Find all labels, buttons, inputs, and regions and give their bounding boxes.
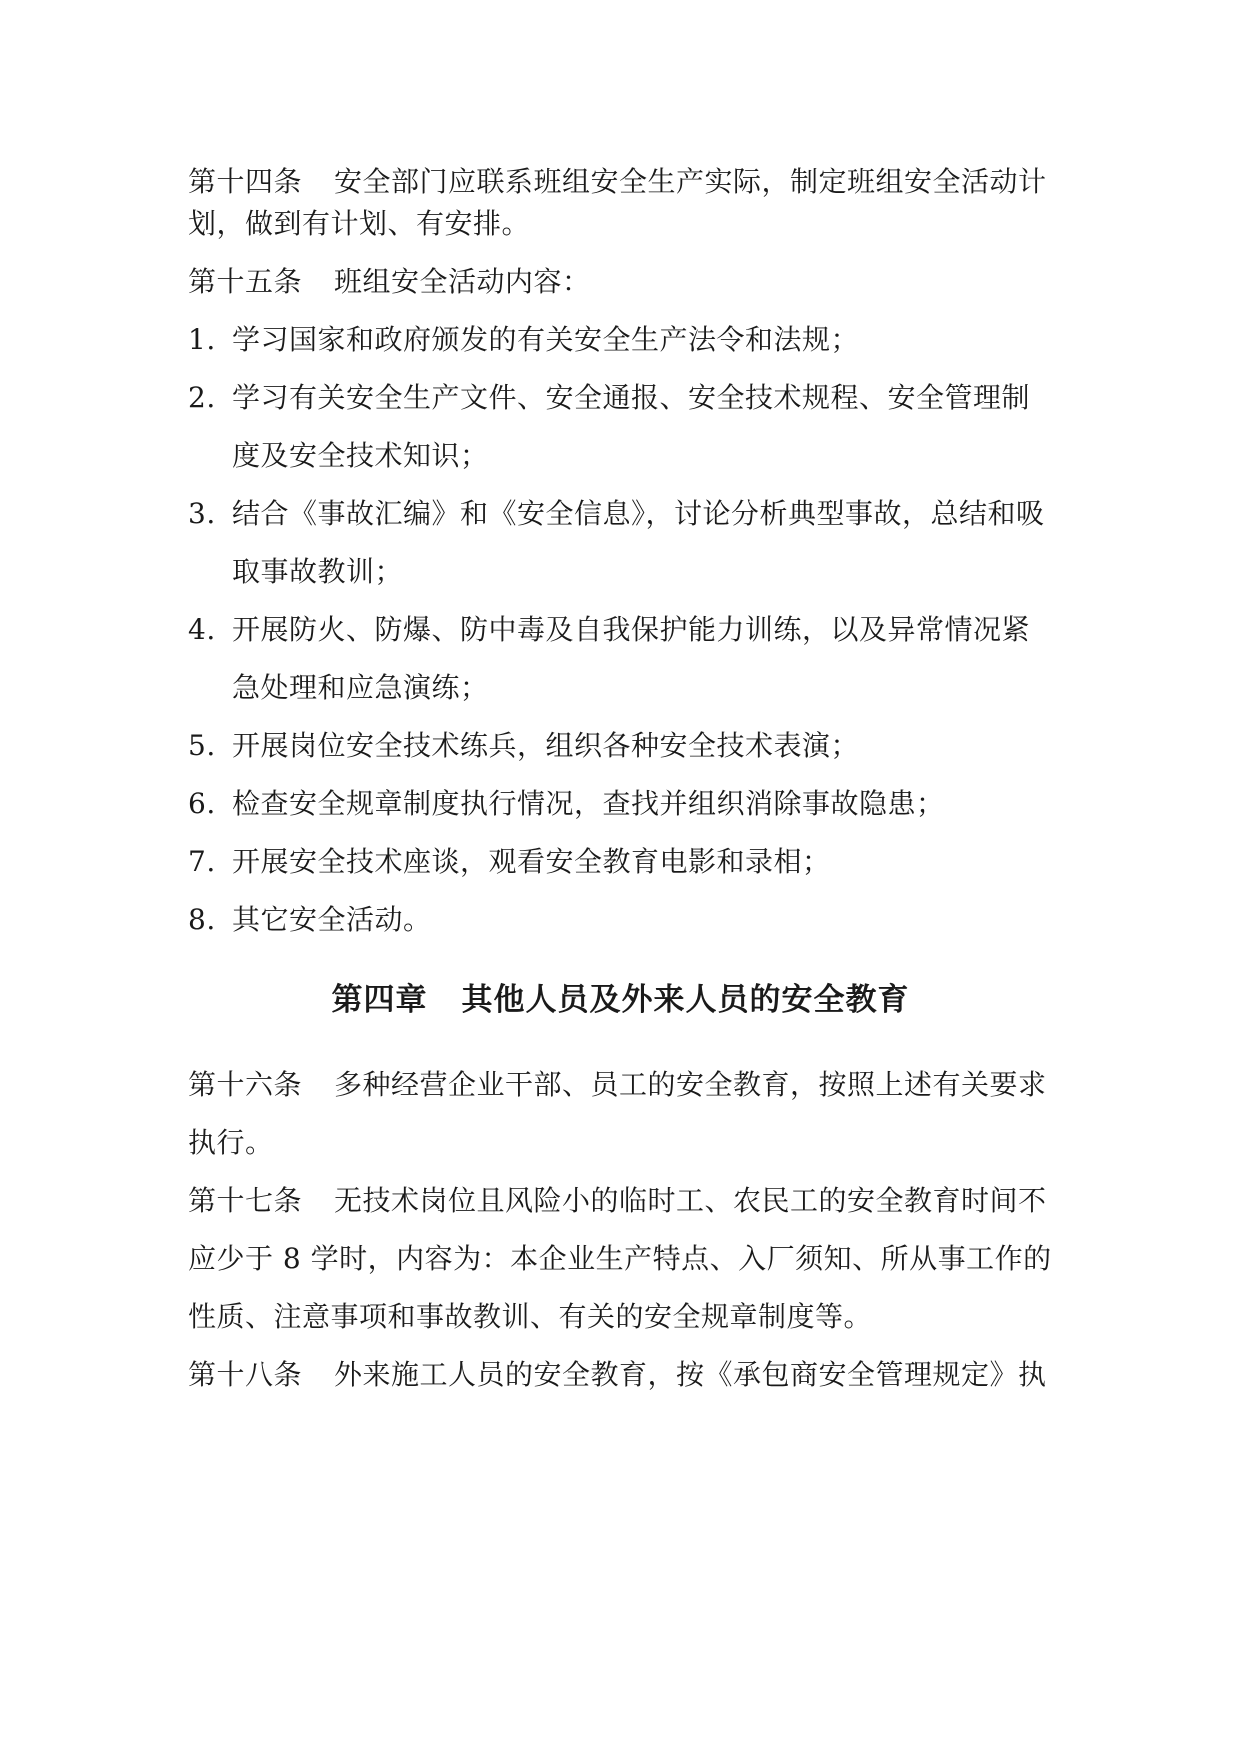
article-18-number: 第十八条 [188,1358,303,1391]
list-text: 学习国家和政府颁发的有关安全生产法令和法规； [232,323,860,356]
list-text: 开展防火、防爆、防中毒及自我保护能力训练，以及异常情况紧 [232,613,1031,646]
list-item [188,610,1068,650]
list-item [188,494,1068,534]
article-16-line-2: 执行。 [188,1126,274,1159]
article-14-number: 第十四条 [188,165,303,198]
list-item [188,320,1068,360]
list-number: 8. [188,903,216,936]
list-text: 开展安全技术座谈，观看安全教育电影和录相； [232,845,831,878]
list-number: 2. [188,381,216,414]
article-15-number: 第十五条 [188,265,303,298]
list-number: 5. [188,729,216,762]
article-17-text: 无技术岗位且风险小的临时工、农民工的安全教育时间不 [334,1184,1047,1217]
list-number: 4. [188,613,216,646]
list-number: 7. [188,845,216,878]
article-16-line-1 [188,1065,1068,1105]
list-item [188,900,1068,940]
chapter-title: 其他人员及外来人员的安全教育 [461,982,910,1018]
list-text-continued: 急处理和应急演练； [232,671,489,704]
article-16-number: 第十六条 [188,1068,303,1101]
list-text-continued: 度及安全技术知识； [232,439,489,472]
article-15-text: 班组安全活动内容： [334,265,591,298]
list-text: 检查安全规章制度执行情况，查找并组织消除事故隐患； [232,787,945,820]
article-15-line [188,262,1068,302]
article-14-line-1 [188,162,1068,202]
article-17-number: 第十七条 [188,1184,303,1217]
chapter-heading [0,978,1241,1022]
list-item [188,378,1068,418]
list-item [188,726,1068,766]
article-14-text: 安全部门应联系班组安全生产实际，制定班组安全活动计 [334,165,1047,198]
article-18-text: 外来施工人员的安全教育，按《承包商安全管理规定》执 [334,1358,1047,1391]
list-text: 学习有关安全生产文件、安全通报、安全技术规程、安全管理制 [232,381,1031,414]
list-number: 1. [188,323,216,356]
article-17-line-3: 性质、注意事项和事故教训、有关的安全规章制度等。 [188,1300,873,1333]
article-17-line-2: 应少于 8 学时，内容为：本企业生产特点、入厂须知、所从事工作的 [188,1242,1052,1275]
article-16-text: 多种经营企业干部、员工的安全教育，按照上述有关要求 [334,1068,1047,1101]
list-text-continued: 取事故教训； [232,555,404,588]
list-number: 3. [188,497,216,530]
list-text: 开展岗位安全技术练兵，组织各种安全技术表演； [232,729,860,762]
article-14-line-2: 划，做到有计划、有安排。 [188,207,531,240]
list-number: 6. [188,787,216,820]
list-item [188,784,1068,824]
chapter-number: 第四章 [331,982,428,1018]
list-item [188,842,1068,882]
list-text: 其它安全活动。 [232,903,432,936]
article-17-line-1 [188,1181,1068,1221]
article-18-line-1 [188,1355,1068,1395]
list-text: 结合《事故汇编》和《安全信息》，讨论分析典型事故，总结和吸 [232,497,1045,530]
